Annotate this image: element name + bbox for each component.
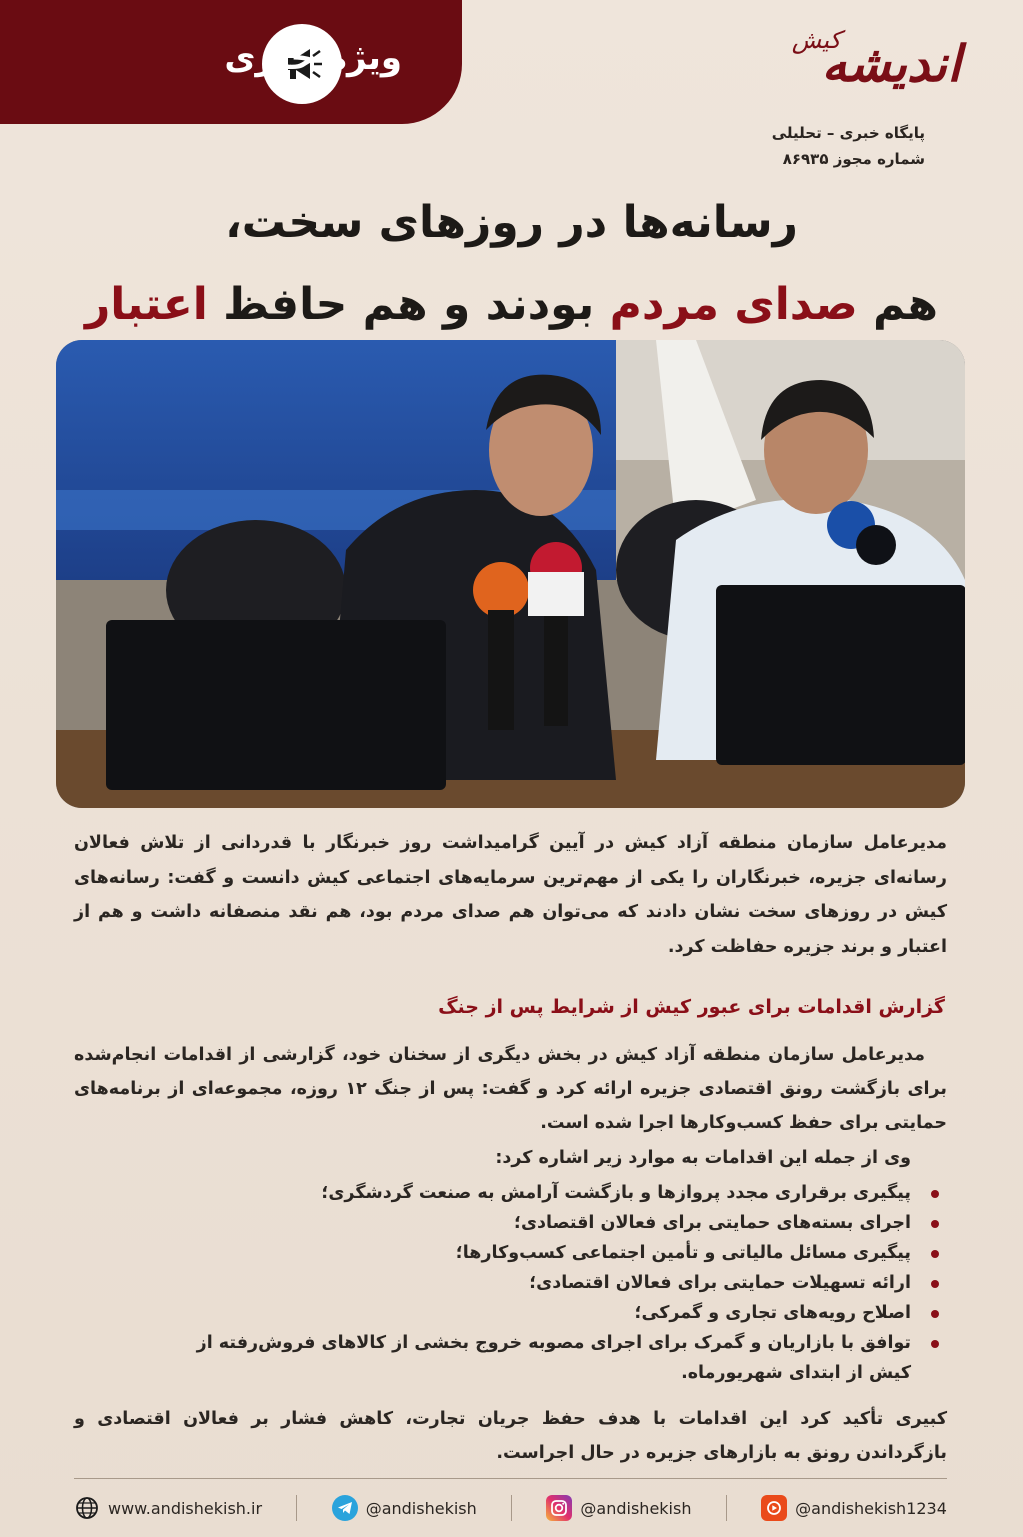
paragraph-list-intro: وی از جمله این اقدامات به موارد زیر اشاره کرد: (495, 1148, 911, 1168)
list-item: توافق با بازاریان و گمرک برای اجرای مصوبه خروج بخشی از کالاهای فروش‌رفته از کیش از ابتدای شهریورماه. (150, 1328, 945, 1388)
instagram-handle: @andishekish (580, 1498, 692, 1518)
badge-label: ویژه خبری (224, 38, 402, 78)
list-item: اجرای بسته‌های حمایتی برای فعالان اقتصادی؛ (150, 1208, 945, 1238)
site-tagline: پایگاه خبری – تحلیلی (771, 124, 925, 142)
aparat-handle: @andishekish1234 (795, 1498, 947, 1518)
footer-divider (74, 1478, 947, 1479)
headline-part-2: بودند و هم حافظ (207, 279, 610, 330)
footer-separator (296, 1495, 297, 1521)
footer (74, 1490, 947, 1526)
headline-part-1: هم (857, 279, 939, 330)
aparat-icon (761, 1495, 787, 1521)
logo-main: اندیشه (821, 34, 961, 93)
aparat-link[interactable] (761, 1495, 947, 1521)
paragraph-conclusion: کبیری تأکید کرد این اقدامات با هدف حفظ جریان تجارت، کاهش فشار بر فعالان اقتصادی و بازگرداندن رونق به بازارهای جزیره در حال اجراست. (74, 1409, 947, 1463)
news-badge (0, 0, 462, 124)
instagram-link[interactable] (546, 1495, 691, 1521)
list-item: پیگیری برقراری مجدد پروازها و بازگشت آرامش به صنعت گردشگری؛ (150, 1178, 945, 1208)
site-meta (772, 120, 925, 172)
footer-separator (511, 1495, 512, 1521)
license-number: شماره مجوز ۸۶۹۳۵ (782, 150, 925, 168)
instagram-icon (546, 1495, 572, 1521)
headline-line-1: رسانه‌ها در روزهای سخت، (225, 197, 798, 248)
headline-accent-2: اعتبار (84, 279, 208, 330)
logo-sub: کیش (791, 26, 841, 54)
paragraph-intro: مدیرعامل سازمان منطقه آزاد کیش در آیین گرامیداشت روز خبرنگار با قدردانی از تلاش فعالان رسانه‌ای جزیره، خبرنگاران را یکی از مهم‌ترین سرمایه‌های اجتماعی کیش دانست و گفت: رسانه‌های کیش در روزهای سخت نشان دادند که می‌توان هم صدای مردم بود، هم نقد منصفانه داشت و هم از اعتبار و برند جزیره حفاظت کرد. (74, 833, 947, 957)
website-url: www.andishekish.ir (108, 1498, 263, 1518)
globe-icon (74, 1495, 100, 1521)
list-item: اصلاح رویه‌های تجاری و گمرکی؛ (150, 1298, 945, 1328)
site-logo (761, 26, 961, 116)
website-link[interactable] (74, 1495, 262, 1521)
telegram-link[interactable] (332, 1495, 477, 1521)
telegram-handle: @andishekish (365, 1498, 477, 1518)
section-heading: گزارش اقدامات برای عبور کیش از شرایط پس از جنگ (438, 996, 945, 1018)
measures-list (150, 1178, 945, 1388)
paragraph-report: مدیرعامل سازمان منطقه آزاد کیش در بخش دیگری از سخنان خود، گزارشی از اقدامات انجام‌شده برای بازگشت رونق اقتصادی جزیره ارائه کرد و گفت: پس از جنگ ۱۲ روزه، مجموعه‌ای از برنامه‌های حمایتی برای حفظ کسب‌وکارها اجرا شده است. (74, 1045, 947, 1133)
list-item: پیگیری مسائل مالیاتی و تأمین اجتماعی کسب‌وکارها؛ (150, 1238, 945, 1268)
news-photo (56, 340, 965, 808)
list-item: ارائه تسهیلات حمایتی برای فعالان اقتصادی؛ (150, 1268, 945, 1298)
footer-separator (726, 1495, 727, 1521)
telegram-icon (332, 1495, 358, 1521)
headline-accent-1: صدای مردم (609, 279, 858, 330)
